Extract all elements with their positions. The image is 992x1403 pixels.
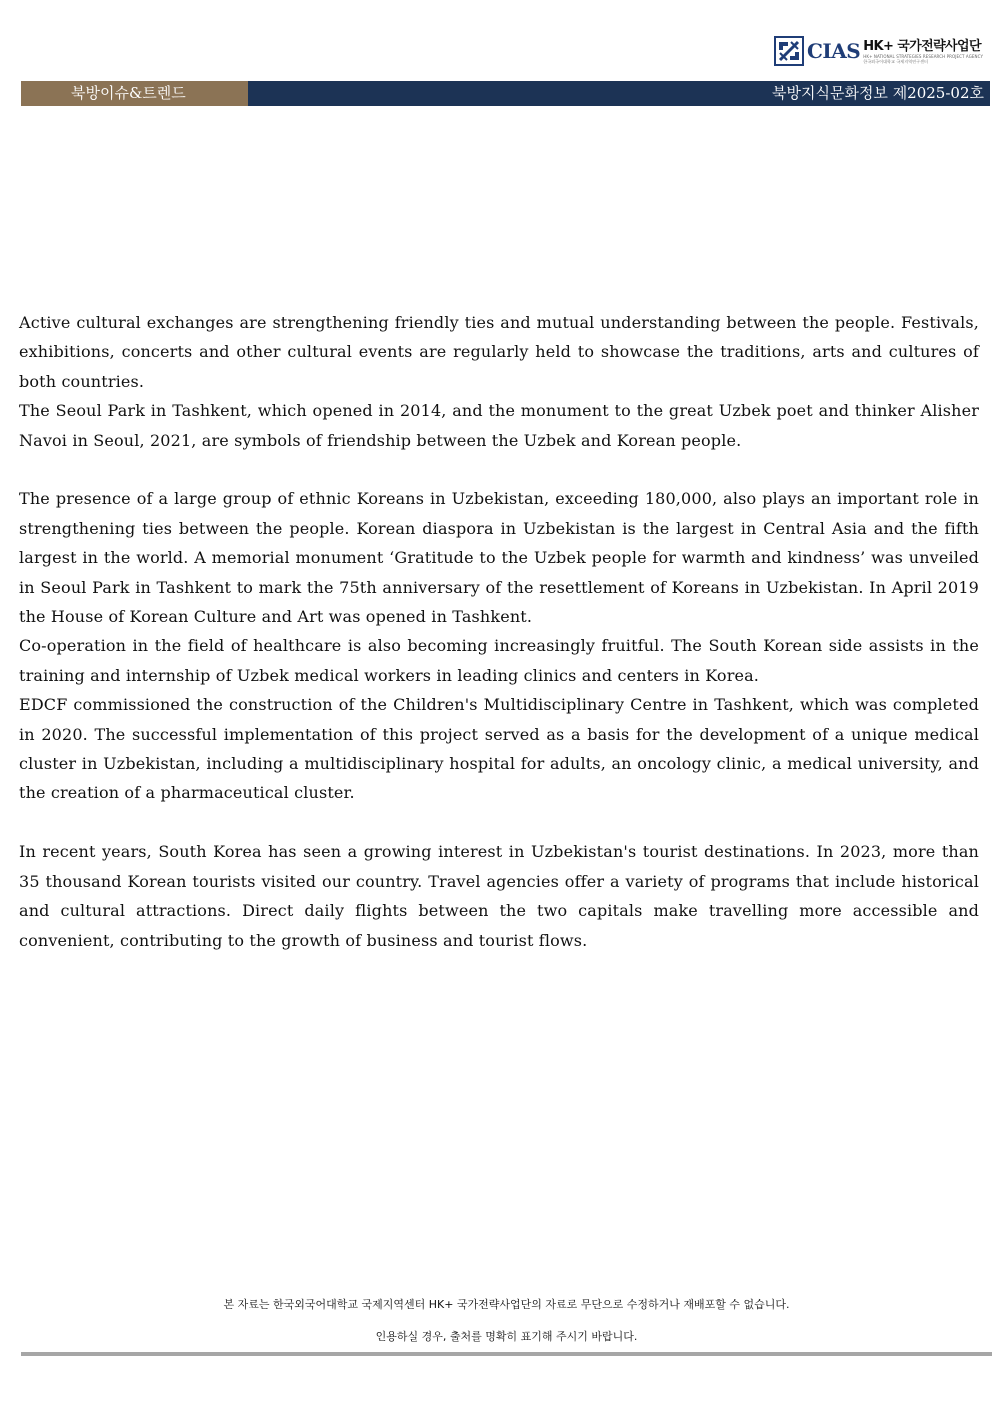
paragraph-gap (19, 455, 979, 484)
paragraph: The presence of a large group of ethnic Koreans in Uzbekistan, exceeding 180,000, also plays an important role in strengthening ties between the people. Korean diaspora in Uzbekistan is the largest in Central Asia and the fifth largest in the world. A memorial monument ‘Gratitude to the Uzbek people for warmth and kindness’ was unveiled in Seoul Park in Tashkent to mark the 75th anniversary of the resettlement of Koreans in Uzbekistan. In April 2019 the House of Korean Culture and Art was opened in Tashkent. (19, 489, 979, 627)
paragraph: Active cultural exchanges are strengthening friendly ties and mutual understanding between the people. Festivals, exhibitions, concerts and other cultural events are regularly held to showcase the traditions, arts and cultures of both countries. (19, 313, 979, 391)
cias-emblem-icon (774, 36, 804, 66)
logo-subtitle-kr: 한국외국어대학교 국제지역연구센터 (863, 58, 929, 64)
footer-divider (21, 1352, 992, 1356)
logo-text-block (863, 39, 983, 64)
footer-notice: 본 자료는 한국외국어대학교 국제지역센터 HK+ 국가전략사업단의 자료로 무단으로 수정하거나 재배포할 수 없습니다. (223, 1298, 790, 1311)
header-band (21, 81, 990, 106)
paragraph: In recent years, South Korea has seen a growing interest in Uzbekistan's tourist destinations. In 2023, more than 35 thousand Korean tourists visited our country. Travel agencies offer a variety of programs that include historical and cultural attractions. Direct daily flights between the two capitals make travelling more accessible and convenient, contributing to the growth of business and tourist flows. (19, 842, 979, 950)
paragraph: The Seoul Park in Tashkent, which opened in 2014, and the monument to the great Uzbek poet and thinker Alisher Navoi in Seoul, 2021, are symbols of friendship between the Uzbek and Korean people. (19, 401, 979, 450)
paragraph: EDCF commissioned the construction of the Children's Multidisciplinary Centre in Tashkent, which was completed in 2020. The successful implementation of this project served as a basis for the development of a unique medical cluster in Uzbekistan, including a multidisciplinary hospital for adults, an oncology clinic, a medical university, and the creation of a pharmaceutical cluster. (19, 695, 979, 803)
paragraph: Co-operation in the field of healthcare is also becoming increasingly fruitful. The South Korean side assists in the training and internship of Uzbek medical workers in leading clinics and centers in Korea. (19, 636, 979, 685)
logo-program-name: HK+ 국가전략사업단 (863, 38, 981, 54)
logo-wordmark: CIAS (807, 39, 861, 63)
section-label: 북방이슈&트렌드 (21, 81, 248, 106)
cias-logo (774, 34, 986, 68)
publication-label: 북방지식문화정보 제2025-02호 (248, 81, 990, 106)
logo-subtitle-en: HK+ NATIONAL STRATEGIES RESEARCH PROJECT AGENCY (863, 53, 983, 59)
paragraph-gap (19, 808, 979, 837)
footer-citation: 인용하실 경우, 출처를 명확히 표기해 주시기 바랍니다. (375, 1330, 638, 1343)
article-body (19, 308, 979, 955)
